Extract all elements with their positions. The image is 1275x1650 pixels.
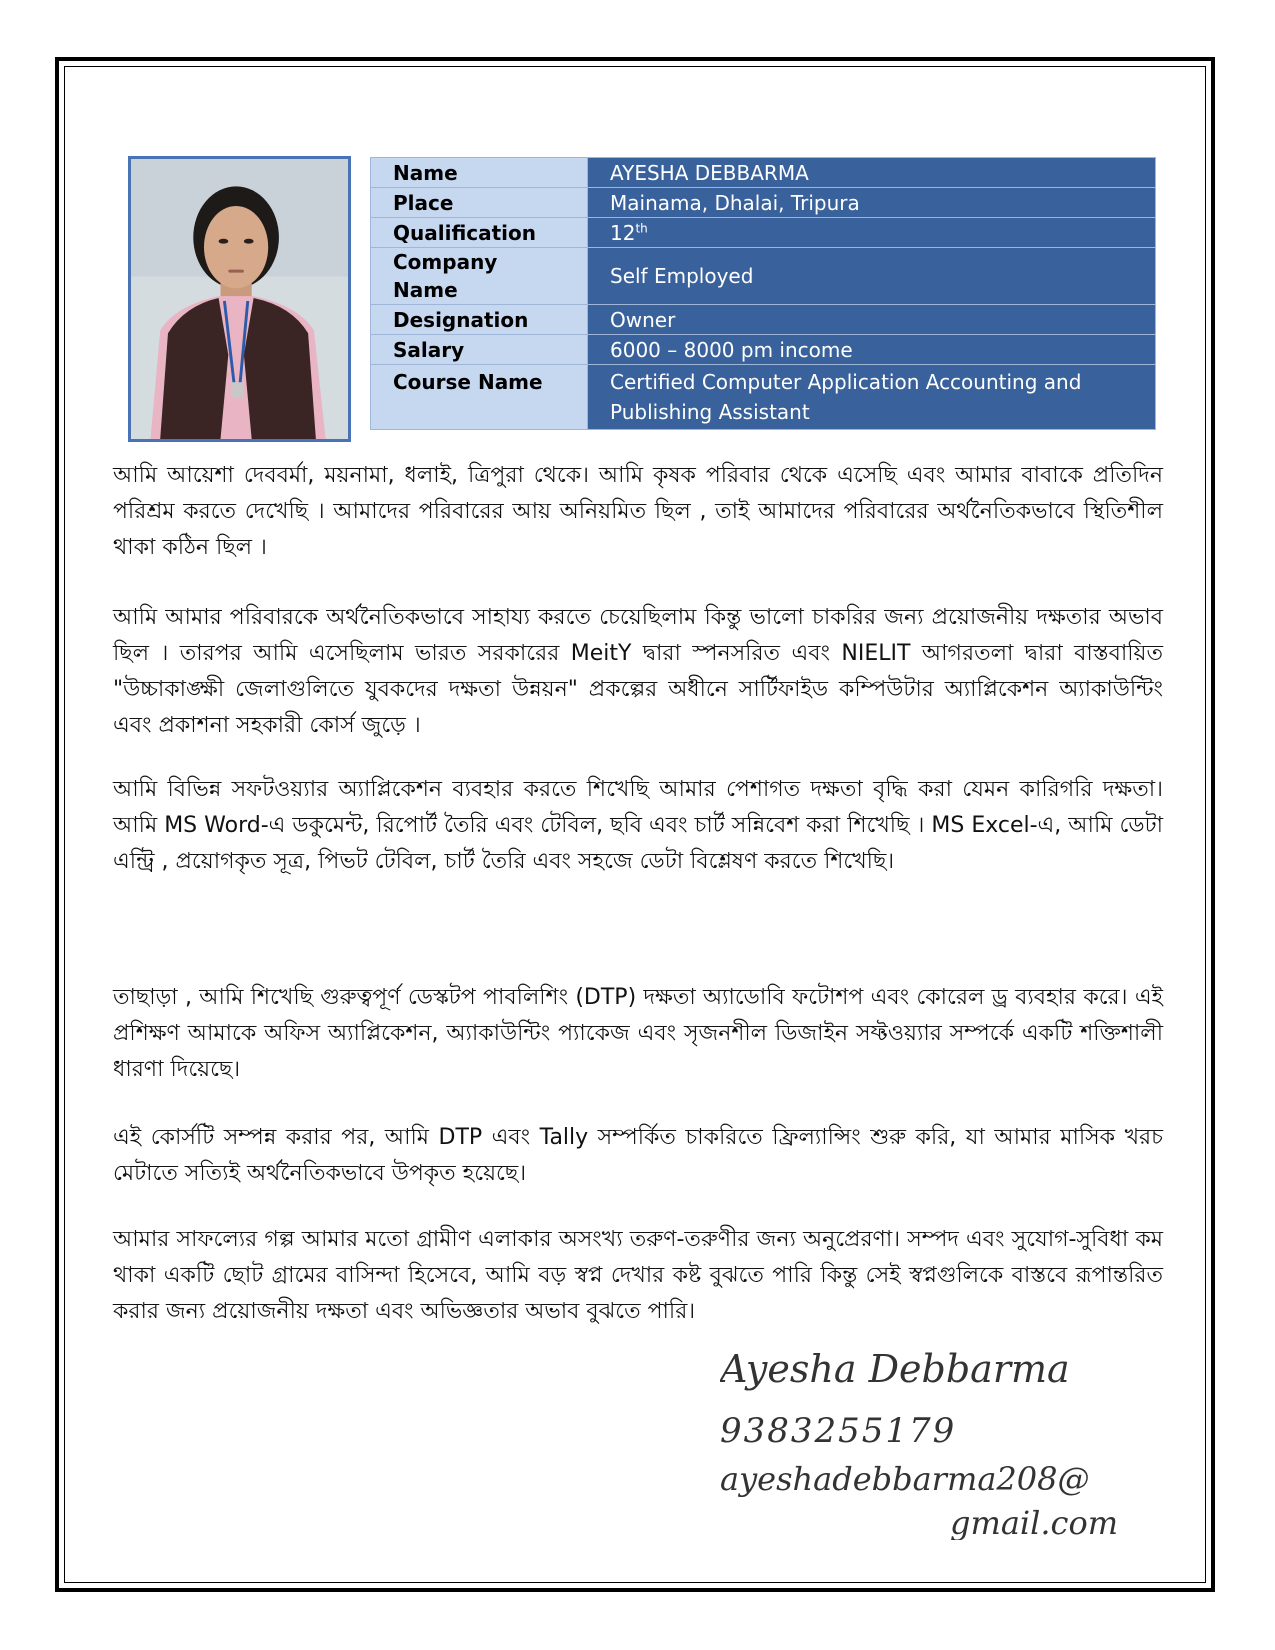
row-salary: [371, 335, 1156, 365]
signature-email-line2: gmail.com: [950, 1504, 1119, 1540]
label-salary: Salary: [371, 335, 588, 365]
profile-photo: [128, 156, 351, 442]
value-qualification-cell: [588, 218, 1156, 248]
row-company: [371, 248, 1156, 305]
value-qualification-suffix: th: [635, 220, 648, 235]
signature-name: Ayesha Debbarma: [720, 1347, 1070, 1391]
label-course: Course Name: [371, 365, 588, 430]
row-designation: [371, 305, 1156, 335]
value-company: Self Employed: [588, 248, 1156, 305]
label-company: Company Name: [371, 248, 588, 305]
value-salary: 6000 – 8000 pm income: [588, 335, 1156, 365]
row-course: [371, 365, 1156, 430]
paragraph-course: আমি আমার পরিবারকে অর্থনৈতিকভাবে সাহায্য করতে চেয়েছিলাম কিন্তু ভালো চাকরির জন্য প্রয়োজনীয় দক্ষতার অভাব ছিল । তারপর আমি এসেছিলাম ভারত সরকারের MeitY দ্বারা স্পনসরিত এবং NIELIT আগরতলা দ্বারা বাস্তবায়িত "উচ্চাকাঙ্ক্ষী জেলাগুলিতে যুবকদের দক্ষতা উন্নয়ন" প্রকল্পের অধীনে সার্টিফাইড কম্পিউটার অ্যাপ্লিকেশন অ্যাকাউন্টিং এবং প্রকাশনা সহকারী কোর্স জুড়ে ।: [113, 605, 1163, 738]
label-designation: Designation: [371, 305, 588, 335]
label-place: Place: [371, 188, 588, 218]
value-place: Mainama, Dhalai, Tripura: [588, 188, 1156, 218]
value-designation: Owner: [588, 305, 1156, 335]
value-name: AYESHA DEBBARMA: [588, 158, 1156, 188]
row-name: [371, 158, 1156, 188]
value-course: Certified Computer Application Accounting and Publishing Assistant: [588, 365, 1156, 430]
paragraph-dtp: তাছাড়া , আমি শিখেছি গুরুত্বপূর্ণ ডেস্কটপ পাবলিশিং (DTP) দক্ষতা অ্যাডোবি ফটোশপ এবং কোরেল ড্র ব্যবহার করে। এই প্রশিক্ষণ আমাকে অফিস অ্যাপ্লিকেশন, অ্যাকাউন্টিং প্যাকেজ এবং সৃজনশীল ডিজাইন সফ্টওয়্যার সম্পর্কে একটি শক্তিশালী ধারণা দিয়েছে।: [113, 985, 1163, 1082]
row-qualification: [371, 218, 1156, 248]
signature-phone: 9383255179: [720, 1411, 957, 1451]
paragraph-inspiration: আমার সাফল্যের গল্প আমার মতো গ্রামীণ এলাকার অসংখ্য তরুণ-তরুণীর জন্য অনুপ্রেরণা। সম্পদ এবং সুযোগ-সুবিধা কম থাকা একটি ছোট গ্রামের বাসিন্দা হিসেবে, আমি বড় স্বপ্ন দেখার কষ্ট বুঝতে পারি কিন্তু সেই স্বপ্নগুলিকে বাস্তবে রূপান্তরিত করার জন্য প্রয়োজনীয় দক্ষতা এবং অভিজ্ঞতার অভাব বুঝতে পারি।: [113, 1227, 1163, 1324]
row-place: [371, 188, 1156, 218]
label-qualification: Qualification: [371, 218, 588, 248]
handwritten-signature: [720, 1330, 1160, 1540]
paragraph-skills: আমি বিভিন্ন সফটওয়্যার অ্যাপ্লিকেশন ব্যবহার করতে শিখেছি আমার পেশাগত দক্ষতা বৃদ্ধি করা যেমন কারিগরি দক্ষতা। আমি MS Word-এ ডকুমেন্ট, রিপোর্ট তৈরি এবং টেবিল, ছবি এবং চার্ট সন্নিবেশ করা শিখেছি । MS Excel-এ, আমি ডেটা এন্ট্রি , প্রয়োগকৃত সূত্র, পিভট টেবিল, চার্ট তৈরি এবং সহজে ডেটা বিশ্লেষণ করতে শিখেছি।: [113, 777, 1163, 874]
signature-email-line1: ayeshadebbarma208@: [720, 1460, 1090, 1498]
paragraph-freelancing: এই কোর্সটি সম্পন্ন করার পর, আমি DTP এবং Tally সম্পর্কিত চাকরিতে ফ্রিল্যান্সিং শুরু করি, যা আমার মাসিক খরচ মেটাতে সত্যিই অর্থনৈতিকভাবে উপকৃত হয়েছে।: [113, 1125, 1163, 1186]
label-name: Name: [371, 158, 588, 188]
value-qualification: 12: [610, 220, 636, 245]
profile-table: [370, 157, 1156, 430]
paragraph-background: আমি আয়েশা দেববর্মা, ময়নামা, ধলাই, ত্রিপুরা থেকে। আমি কৃষক পরিবার থেকে এসেছি এবং আমার বাবাকে প্রতিদিন পরিশ্রম করতে দেখেছি । আমাদের পরিবারের আয় অনিয়মিত ছিল , তাই আমাদের পরিবারের অর্থনৈতিকভাবে স্থিতিশীল থাকা কঠিন ছিল ।: [113, 463, 1163, 560]
